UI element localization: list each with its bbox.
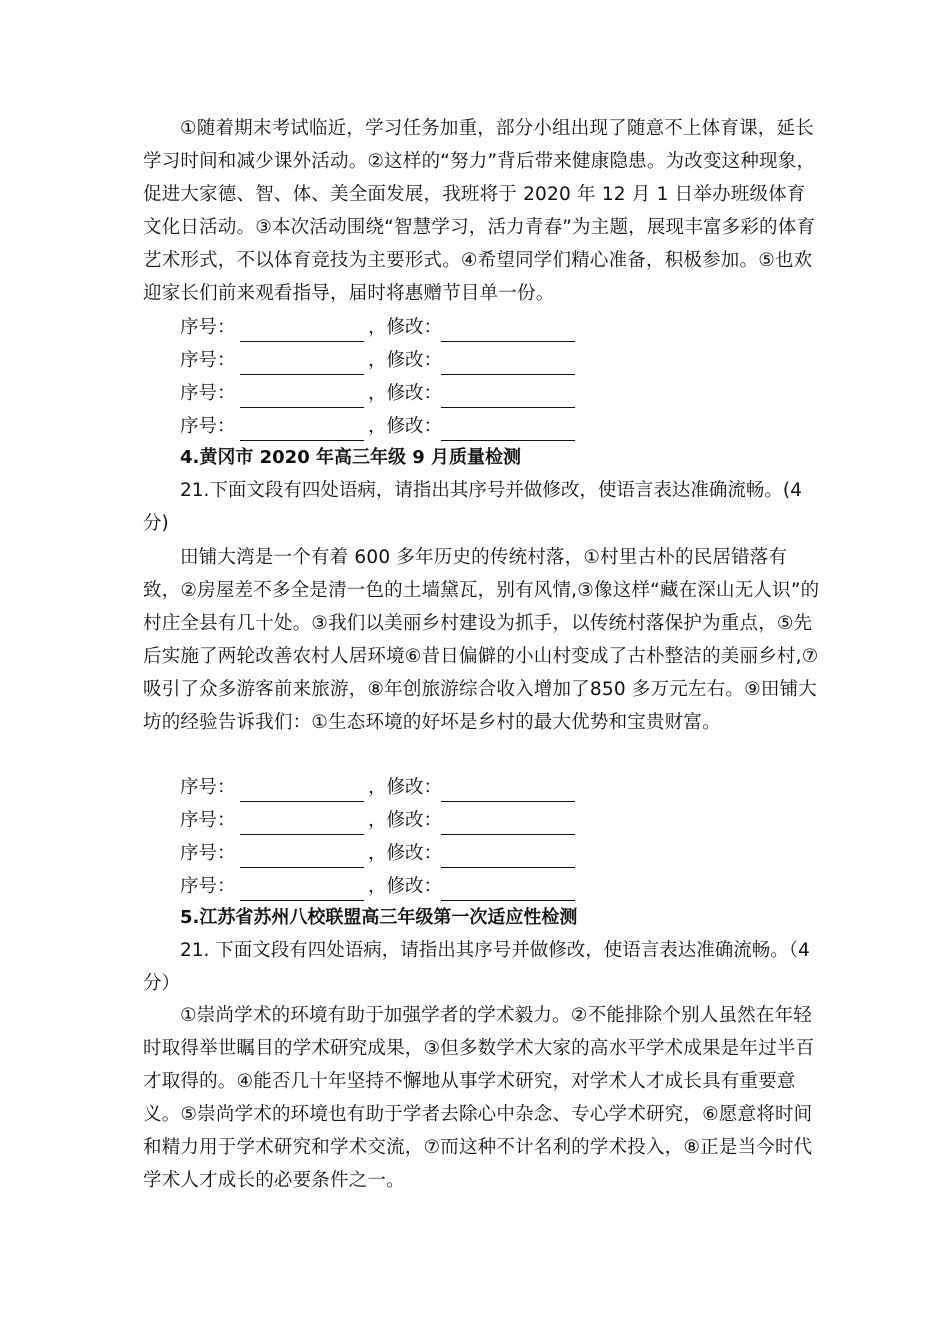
section5-question: 21. 下面文段有四处语病，请指出其序号并做修改，使语言表达准确流畅。（4 分） [143,940,810,994]
seq-label: 序号： [180,777,236,798]
seq-blank[interactable] [240,804,364,835]
seq-label: 序号： [180,350,236,371]
fix-label: ，修改： [368,777,443,798]
section3-passage: ①随着期末考试临近，学习任务加重，部分小组出现了随意不上体育课，延长学习时间和减少课外活动。②这样的“努力”背后带来健康隐患。为改变这种现象，促进大家德、智、体、美全面发展，我班将于 2020 年 12 月 1 日举办班级体育文化日活动。③本次活动围绕“智慧学习，活力青春”为主题，展现丰富多彩的体育艺术形式，不以体育竞技为主要形式。④希望同学们精心准备，积极参加。⑤也欢迎家长们前来观看指导，届时将惠赠节目单一份。 [143,118,816,304]
section4-passage: 田铺大湾是一个有着 600 多年历史的传统村落，①村里古朴的民居错落有致，②房屋差不多全是清一色的土墙黛瓦，别有风情,③像这样“藏在深山无人识”的村庄全县有几十处。③我们以美丽乡村建设为抓手，以传统村落保护为重点，⑤先后实施了两轮改善农村人居环境⑥昔日偏僻的小山村变成了古朴整洁的美丽乡村,⑦吸引了众多游客前来旅游，⑧年创旅游综合收入增加了850 多万元左右。⑨田铺大坊的经验告诉我们：①生态环境的好坏是乡村的最大优势和宝贵财富。 [143,547,820,733]
seq-blank[interactable] [240,344,364,375]
seq-label: 序号： [180,383,236,404]
section5-heading: 5.江苏省苏州八校联盟高三年级第一次适应性检测 [180,907,578,928]
fix-label: ，修改： [368,350,443,371]
seq-blank[interactable] [240,771,364,802]
seq-label: 序号： [180,416,236,437]
fix-label: ，修改： [368,876,443,897]
fix-blank[interactable] [441,804,575,835]
seq-label: 序号： [180,317,236,338]
seq-blank[interactable] [240,837,364,868]
fix-blank[interactable] [441,377,575,408]
fix-label: ，修改： [368,810,443,831]
fix-blank[interactable] [441,344,575,375]
seq-blank[interactable] [240,377,364,408]
seq-label: 序号： [180,810,236,831]
fix-label: ，修改： [368,843,443,864]
fix-blank[interactable] [441,311,575,342]
seq-label: 序号： [180,843,236,864]
section4-heading: 4.黄冈市 2020 年高三年级 9 月质量检测 [180,447,522,468]
seq-blank[interactable] [240,311,364,342]
fix-blank[interactable] [441,837,575,868]
fix-label: ，修改： [368,383,443,404]
fix-label: ，修改： [368,416,443,437]
seq-label: 序号： [180,876,236,897]
seq-blank[interactable] [240,410,364,441]
fix-label: ，修改： [368,317,443,338]
fix-blank[interactable] [441,870,575,901]
section4-question: 21.下面文段有四处语病，请指出其序号并做修改，使语言表达准确流畅。(4 分) [143,480,802,534]
fix-blank[interactable] [441,410,575,441]
fix-blank[interactable] [441,771,575,802]
seq-blank[interactable] [240,870,364,901]
section5-passage: ①崇尚学术的环境有助于加强学者的学术毅力。②不能排除个别人虽然在年轻时取得举世瞩目的学术研究成果，③但多数学术大家的高水平学术成果是年过半百才取得的。④能否几十年坚持不懈地从事学术研究，对学术人才成长具有重要意义。⑤崇尚学术的环境也有助于学者去除心中杂念、专心学术研究，⑥愿意将时间和精力用于学术研究和学术交流，⑦而这种不计名利的学术投入，⑧正是当今时代学术人才成长的必要条件之一。 [143,1005,815,1191]
